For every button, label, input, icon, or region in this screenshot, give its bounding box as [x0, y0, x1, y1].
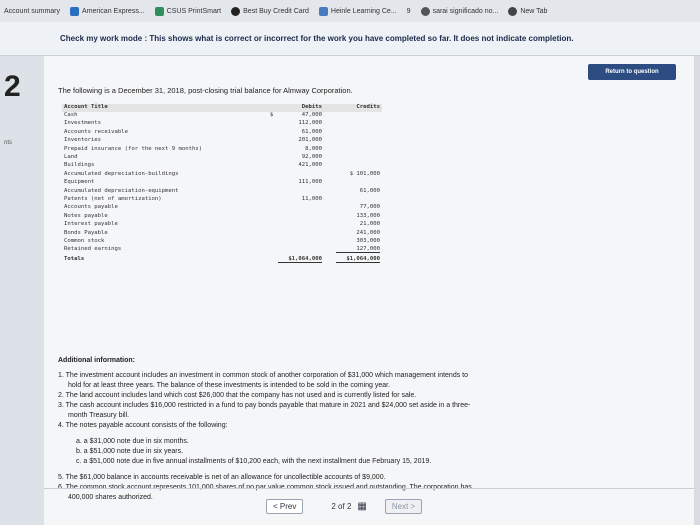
- note-item: a. a $31,000 note due in six months.: [76, 438, 189, 445]
- credit-cell: 77,000: [359, 204, 380, 211]
- check-work-text: Check my work mode : This shows what is correct or incorrect for the work you have completed so far. It does not indicate completion.: [60, 34, 574, 43]
- totals-row: [62, 256, 382, 264]
- bookmark-new-tab[interactable]: [508, 7, 547, 16]
- table-row: [62, 188, 382, 196]
- account-title-cell: Retained earnings: [64, 246, 122, 253]
- header-account-title: Account Title: [64, 104, 108, 110]
- bookmark-heinle[interactable]: [319, 7, 397, 16]
- debit-cell: 201,000: [298, 137, 322, 144]
- account-title-cell: Notes payable: [64, 212, 108, 219]
- table-row: [62, 221, 382, 229]
- account-title-cell: Equipment: [64, 179, 95, 186]
- totals-debit: $1,064,000: [278, 256, 322, 263]
- heinle-icon: [319, 7, 328, 16]
- info-item: 3. The cash account includes $16,000 restricted in a fund to pay bonds payable that mature in 2021 and $24,000 set aside in a three-: [58, 402, 471, 409]
- pager-divider: [44, 488, 694, 489]
- next-button[interactable]: Next >: [385, 499, 422, 514]
- table-row: [62, 196, 382, 204]
- debit-cell: 111,000: [298, 179, 322, 186]
- table-row: [62, 162, 382, 170]
- grid-icon[interactable]: ▦: [357, 500, 367, 512]
- account-title-cell: Investments: [64, 120, 102, 127]
- info-item: 4. The notes payable account consists of the following:: [58, 422, 228, 429]
- table-row: [62, 204, 382, 212]
- amex-icon: [70, 7, 79, 16]
- question-number: 2: [4, 70, 21, 103]
- bookmark-label: Heinle Learning Ce...: [330, 7, 397, 15]
- totals-label: Totals: [64, 256, 85, 262]
- account-title-cell: Prepaid insurance (for the next 9 months): [64, 145, 203, 152]
- note-item: c. a $51,000 note due in five annual installments of $10,200 each, with the next installment due February 15, 2019.: [76, 458, 432, 465]
- account-title-cell: Interest payable: [64, 221, 118, 228]
- prev-button[interactable]: < Prev: [266, 499, 303, 514]
- info-item: month Treasury bill.: [68, 412, 130, 419]
- debit-cell: 92,000: [301, 154, 322, 160]
- table-row: [62, 112, 382, 120]
- debit-cell: 47,000: [301, 112, 322, 118]
- bookmark-label: sarai significado no...: [432, 7, 499, 15]
- table-row: [62, 120, 382, 128]
- credit-cell: 133,000: [356, 212, 380, 219]
- info-item: 2. The land account includes land which cost $26,000 that the company has not used and is currently listed for sale.: [58, 392, 417, 399]
- bookmark-label: 9: [406, 7, 411, 15]
- debit-cell: 112,000: [298, 120, 322, 127]
- printsmart-icon: [155, 7, 164, 16]
- debit-cell: 11,000: [301, 196, 322, 202]
- account-title-cell: Accounts receivable: [64, 128, 128, 135]
- bookmark-label: Account summary: [4, 7, 61, 15]
- bookmark-label: Best Buy Credit Card: [243, 7, 309, 15]
- pager: [266, 496, 466, 516]
- bookmark-account-summary[interactable]: [4, 8, 60, 15]
- trial-balance-table: [62, 104, 382, 340]
- header-debits: Debits: [301, 104, 322, 110]
- totals-credit: $1,064,000: [336, 256, 380, 263]
- credit-cell: 127,000: [336, 246, 380, 253]
- table-row: [62, 137, 382, 145]
- bookmark-label: American Express...: [82, 7, 145, 15]
- info-item: 1. The investment account includes an investment in common stock of another corporation of $31,000 which management intends to: [58, 372, 468, 379]
- question-panel: [44, 56, 694, 525]
- table-row: [62, 171, 382, 179]
- account-title-cell: Accumulated depreciation-buildings: [64, 170, 179, 177]
- bookmark-sarai[interactable]: [421, 7, 499, 16]
- credit-cell: 241,000: [356, 229, 380, 236]
- bookmark-best-buy[interactable]: [231, 7, 309, 16]
- account-title-cell: Land: [64, 154, 78, 160]
- account-title-cell: Patents (net of amortization): [64, 196, 162, 202]
- points-label: nts: [4, 140, 13, 146]
- table-header: [62, 104, 382, 112]
- return-to-question-button[interactable]: Return to question: [588, 64, 676, 80]
- additional-heading: Additional information:: [58, 357, 135, 364]
- table-row: [62, 213, 382, 221]
- account-title-cell: Accounts payable: [64, 204, 118, 211]
- check-work-banner: [0, 22, 700, 56]
- page-current: 2: [331, 501, 336, 511]
- credit-cell: $ 101,000: [349, 170, 380, 177]
- account-title-cell: Common stock: [64, 238, 105, 244]
- debit-cell: 8,000: [305, 145, 322, 152]
- account-title-cell: Inventories: [64, 137, 102, 144]
- note-item: b. a $51,000 note due in six years.: [76, 448, 184, 455]
- debit-cell: 421,000: [298, 162, 322, 169]
- bookmark-9[interactable]: [407, 8, 411, 15]
- bookmark-label: New Tab: [520, 7, 548, 15]
- bookmark-american-express[interactable]: [70, 7, 145, 16]
- header-credits: Credits: [356, 104, 380, 110]
- info-item: hold for at least three years. The balance of these investments is intended to be sold in the coming year.: [68, 382, 391, 389]
- bookmark-csus-printsmart[interactable]: [155, 7, 221, 16]
- info-item: 5. The $61,000 balance in accounts receivable is net of an allowance for uncollectible accounts of $9,000.: [58, 474, 386, 481]
- globe-icon: [231, 7, 240, 16]
- table-row: [62, 154, 382, 162]
- bookmarks-bar: [0, 0, 700, 22]
- question-intro: The following is a December 31, 2018, post-closing trial balance for Almway Corporation.: [58, 86, 353, 95]
- account-title-cell: Buildings: [64, 162, 95, 169]
- bookmark-label: CSUS PrintSmart: [166, 7, 222, 15]
- page-total: 2: [346, 501, 352, 511]
- table-row: [62, 246, 382, 254]
- credit-cell: 61,000: [359, 187, 380, 194]
- question-rail: [0, 56, 44, 525]
- additional-information: [58, 356, 618, 503]
- credit-cell: 303,000: [356, 238, 380, 244]
- table-row: [62, 179, 382, 187]
- table-row: [62, 238, 382, 246]
- debit-cell: 61,000: [301, 128, 322, 135]
- page-of: of: [338, 501, 345, 511]
- currency-cell: $: [270, 112, 274, 118]
- search-icon: [421, 7, 430, 16]
- account-title-cell: Accumulated depreciation-equipment: [64, 187, 179, 194]
- info-item: 400,000 shares authorized.: [68, 494, 153, 501]
- credit-cell: 21,000: [359, 221, 380, 228]
- table-row: [62, 230, 382, 238]
- account-title-cell: Cash: [64, 112, 78, 118]
- table-row: [62, 129, 382, 137]
- new-tab-icon: [508, 7, 517, 16]
- account-title-cell: Bonds Payable: [64, 229, 108, 236]
- table-row: [62, 146, 382, 154]
